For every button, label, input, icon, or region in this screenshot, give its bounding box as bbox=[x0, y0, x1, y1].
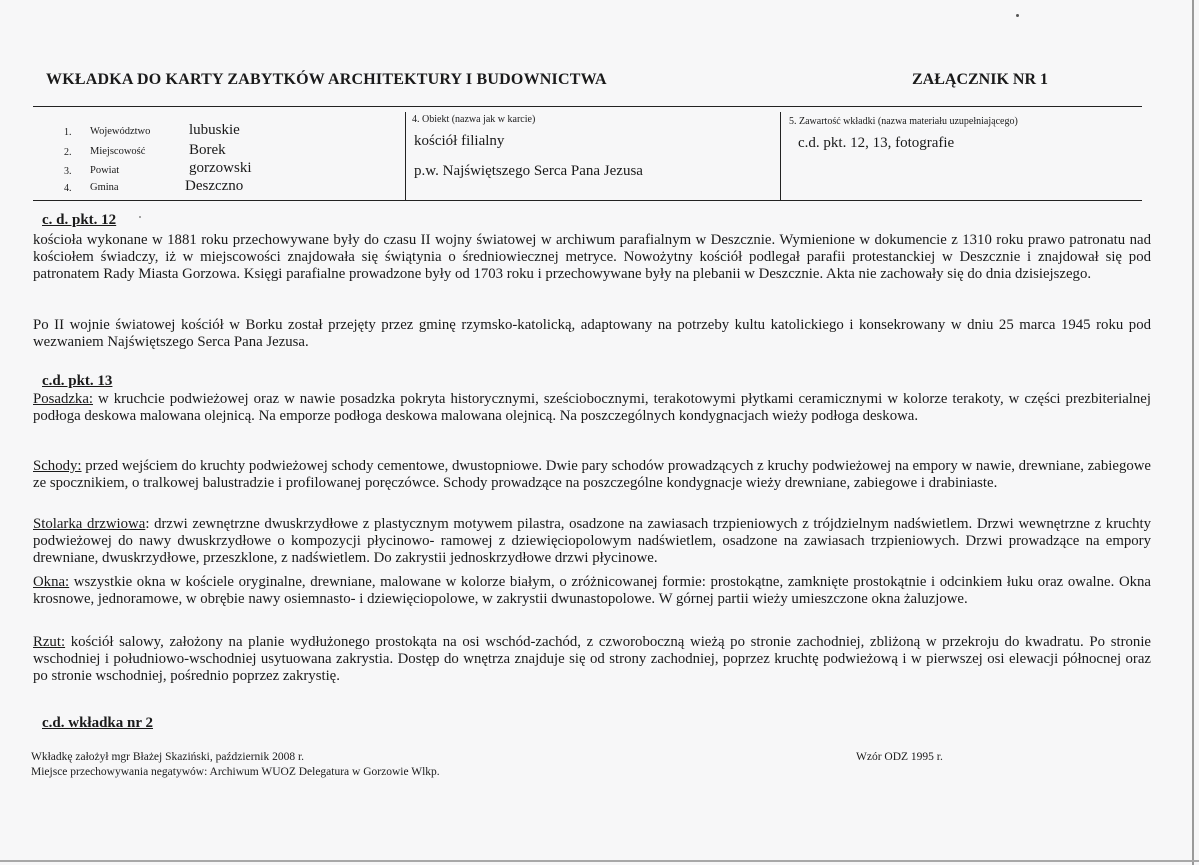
document-title: WKŁADKA DO KARTY ZABYTKÓW ARCHITEKTURY I BUDOWNICTWA bbox=[46, 71, 607, 88]
field-number: 2. bbox=[64, 147, 72, 158]
entry-text: wszystkie okna w kościele oryginalne, drewniane, malowane w kolorze białym, o zróżnicowanej formie: prostokątne, zamknięte prostokątnie i odcinkiem łuku oraz owalne. Okna krosnowe, jednoramowe, w obrębie nawy osiemnasto- i dziewięciopolowe, w zakrystii dwunastopolowe. W górnej partii wieży umieszczone okna żaluzjowe. bbox=[33, 574, 1151, 608]
field-number: 3. bbox=[64, 166, 72, 177]
entry-text: : drzwi zewnętrzne dwuskrzydłowe z plastycznym motywem pilastra, osadzone na zawiasach trzpieniowych z trójdzielnym nadświetlem. Drzwi wewnętrzne z kruchty podwieżowej do nawy dwuskrzydłowe o kompozycji płycinowo- ramowej z dziewięciopolowym nadświetlem, osadzone na zawiasach trzpieniowych. Drzwi prowadzące na empory drewniane, dwuskrzydłowe, przeszklone, z nadświetlem. Do zakrystii jednoskrzydłowe drzwi płycinowe. bbox=[33, 516, 1151, 567]
table-bottom-rule bbox=[33, 200, 1142, 201]
field-value-locality: Borek bbox=[189, 142, 226, 158]
section-heading-insert: c.d. wkładka nr 2 bbox=[42, 715, 154, 731]
field-label: Miejscowość bbox=[90, 146, 146, 157]
section-12-paragraph-2: Po II wojnie światowej kościół w Borku został przejęty przez gminę rzymsko-katolicką, adaptowany na potrzeby kultu katolickiego i konsekrowany w dniu 25 marca 1945 roku pod wezwaniem Najświętszego Serca Pana Jezusa. bbox=[33, 317, 1151, 351]
object-type: kościół filialny bbox=[414, 133, 505, 149]
footer-author: Wkładkę założył mgr Błażej Skaziński, październik 2008 r. bbox=[31, 751, 305, 763]
entry-text: przed wejściem do kruchty podwieżowej schody cementowe, dwustopniowe. Dwie pary schodów prowadzących z kruchy podwieżowej na empory w nawie, drewniane, zabiegowe ze spocznikiem, o tralkowej balustradzie i profilowanej poręczówce. Schody prowadzące na poszczególne kondygnacje wieży drewniane, zabiegowe i drabiniaste. bbox=[33, 458, 1151, 492]
entry-term: Stolarka drzwiowa bbox=[33, 516, 146, 532]
entry-doors bbox=[33, 516, 1151, 568]
entry-stairs bbox=[33, 458, 1151, 492]
page-edge-right bbox=[1192, 0, 1194, 865]
entry-text: kościół salowy, założony na planie wydłużonego prostokąta na osi wschód-zachód, z czworoboczną wieżą po stronie zachodniej, zbliżoną w przekroju do kwadratu. Po stronie wschodniej i południowo-wschodniej usytuowana zakrystia. Dostęp do wnętrza znajduje się od strony zachodniej, poprzez kruchtę podwieżową i w pierwszej osi elewacji północnej oraz po stronie wschodniej, pośrednio poprzez zakrystię. bbox=[33, 634, 1151, 685]
field-number: 1. bbox=[64, 127, 72, 138]
footer-template: Wzór ODZ 1995 r. bbox=[856, 751, 943, 763]
entry-plan bbox=[33, 634, 1151, 686]
footer-negatives-location: Miejsce przechowywania negatywów: Archiwum WUOZ Delegatura w Gorzowie Wlkp. bbox=[31, 766, 440, 778]
entry-term: Okna: bbox=[33, 574, 70, 590]
entry-flooring bbox=[33, 391, 1151, 425]
contents-value: c.d. pkt. 12, 13, fotografie bbox=[798, 135, 955, 151]
entry-term: Posadzka: bbox=[33, 391, 93, 407]
section-heading-12: c. d. pkt. 12 bbox=[42, 212, 117, 228]
contents-label: 5. Zawartość wkładki (nazwa materiału uzupełniającego) bbox=[789, 116, 1018, 127]
annex-label: ZAŁĄCZNIK NR 1 bbox=[912, 71, 1049, 88]
field-label: Województwo bbox=[90, 126, 151, 137]
field-label: Powiat bbox=[90, 165, 120, 176]
field-label: Gmina bbox=[90, 182, 119, 193]
page-edge-bottom bbox=[0, 860, 1199, 862]
field-value-voivodeship: lubuskie bbox=[189, 122, 240, 138]
table-divider bbox=[405, 112, 406, 200]
field-value-county: gorzowski bbox=[189, 160, 252, 176]
table-top-rule bbox=[33, 106, 1142, 107]
entry-windows bbox=[33, 574, 1151, 608]
object-label: 4. Obiekt (nazwa jak w karcie) bbox=[412, 114, 536, 125]
entry-term: Schody: bbox=[33, 458, 82, 474]
table-divider bbox=[780, 112, 781, 200]
field-value-commune: Deszczno bbox=[185, 178, 244, 194]
scan-speck bbox=[1016, 14, 1019, 17]
scan-speck bbox=[139, 216, 141, 218]
entry-term: Rzut: bbox=[33, 634, 66, 650]
object-dedication: p.w. Najświętszego Serca Pana Jezusa bbox=[414, 163, 643, 179]
section-heading-13: c.d. pkt. 13 bbox=[42, 373, 113, 389]
entry-text: w kruchcie podwieżowej oraz w nawie posadzka pokryta historycznymi, sześciobocznymi, terakotowymi płytkami ceramicznymi w kolorze terakoty, w części prezbiterialnej podłoga deskowa malowana olejnicą. Na emporze podłoga deskowa malowana olejnicą. Na poszczególnych kondygnacjach wieży podłoga deskowa. bbox=[33, 391, 1151, 425]
section-12-paragraph-1: kościoła wykonane w 1881 roku przechowywane były do czasu II wojny światowej w archiwum parafialnym w Deszcznie. Wymienione w dokumencie z 1310 roku prawo patronatu nad kościołem świadczy, iż w miejscowości znajdowała się świątynia o średniowiecznej metryce. Nowożytny kościół podlegał parafii protestanckiej w Deszcznie i znajdował się pod patronatem Rady Miasta Gorzowa. Księgi parafialne prowadzone były od 1703 roku i przechowywane były na plebanii w Deszcznie. Akta nie zachowały się do dnia dzisiejszego. bbox=[33, 232, 1151, 283]
field-number: 4. bbox=[64, 183, 72, 194]
